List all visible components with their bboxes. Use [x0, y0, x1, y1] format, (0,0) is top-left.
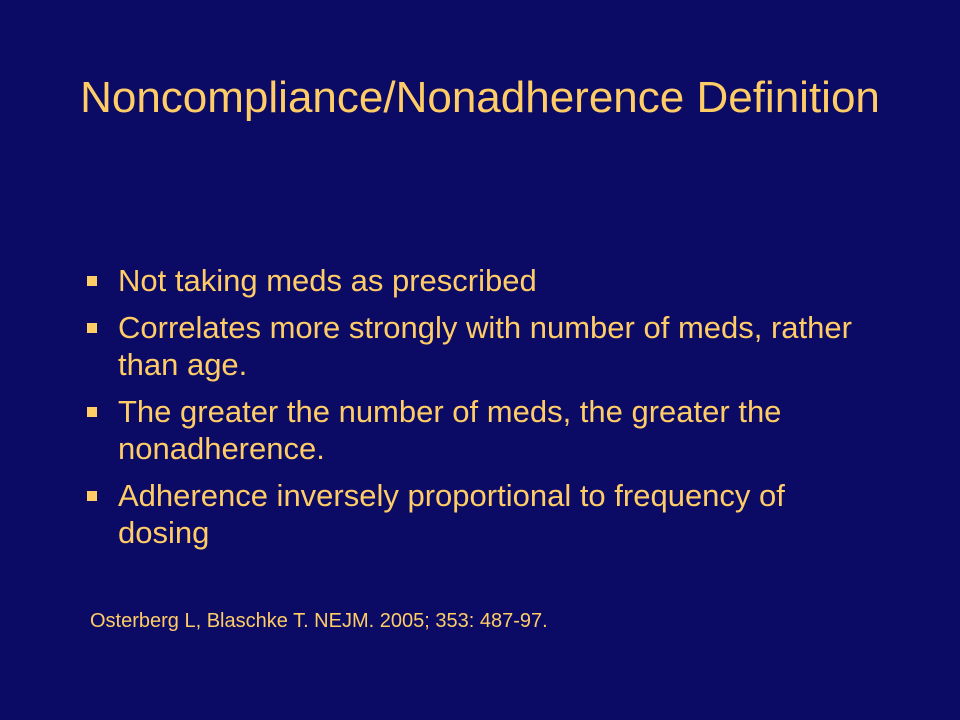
bullet-text: Adherence inversely proportional to frequency of dosing	[118, 478, 785, 550]
square-bullet-icon	[87, 491, 97, 501]
square-bullet-icon	[87, 276, 97, 286]
bullet-item	[84, 262, 884, 299]
bullet-item	[84, 477, 884, 551]
slide-title: Noncompliance/Nonadherence Definition	[80, 73, 880, 122]
bullet-text: The greater the number of meds, the greater the nonadherence.	[118, 394, 782, 466]
square-bullet-icon	[87, 407, 97, 417]
bullet-item	[84, 309, 884, 383]
bullet-text: Not taking meds as prescribed	[118, 263, 537, 298]
bullet-list	[84, 262, 884, 561]
bullet-text: Correlates more strongly with number of meds, rather than age.	[118, 310, 852, 382]
square-bullet-icon	[87, 323, 97, 333]
bullet-item	[84, 393, 884, 467]
citation: Osterberg L, Blaschke T. NEJM. 2005; 353: 487-97.	[90, 610, 548, 632]
